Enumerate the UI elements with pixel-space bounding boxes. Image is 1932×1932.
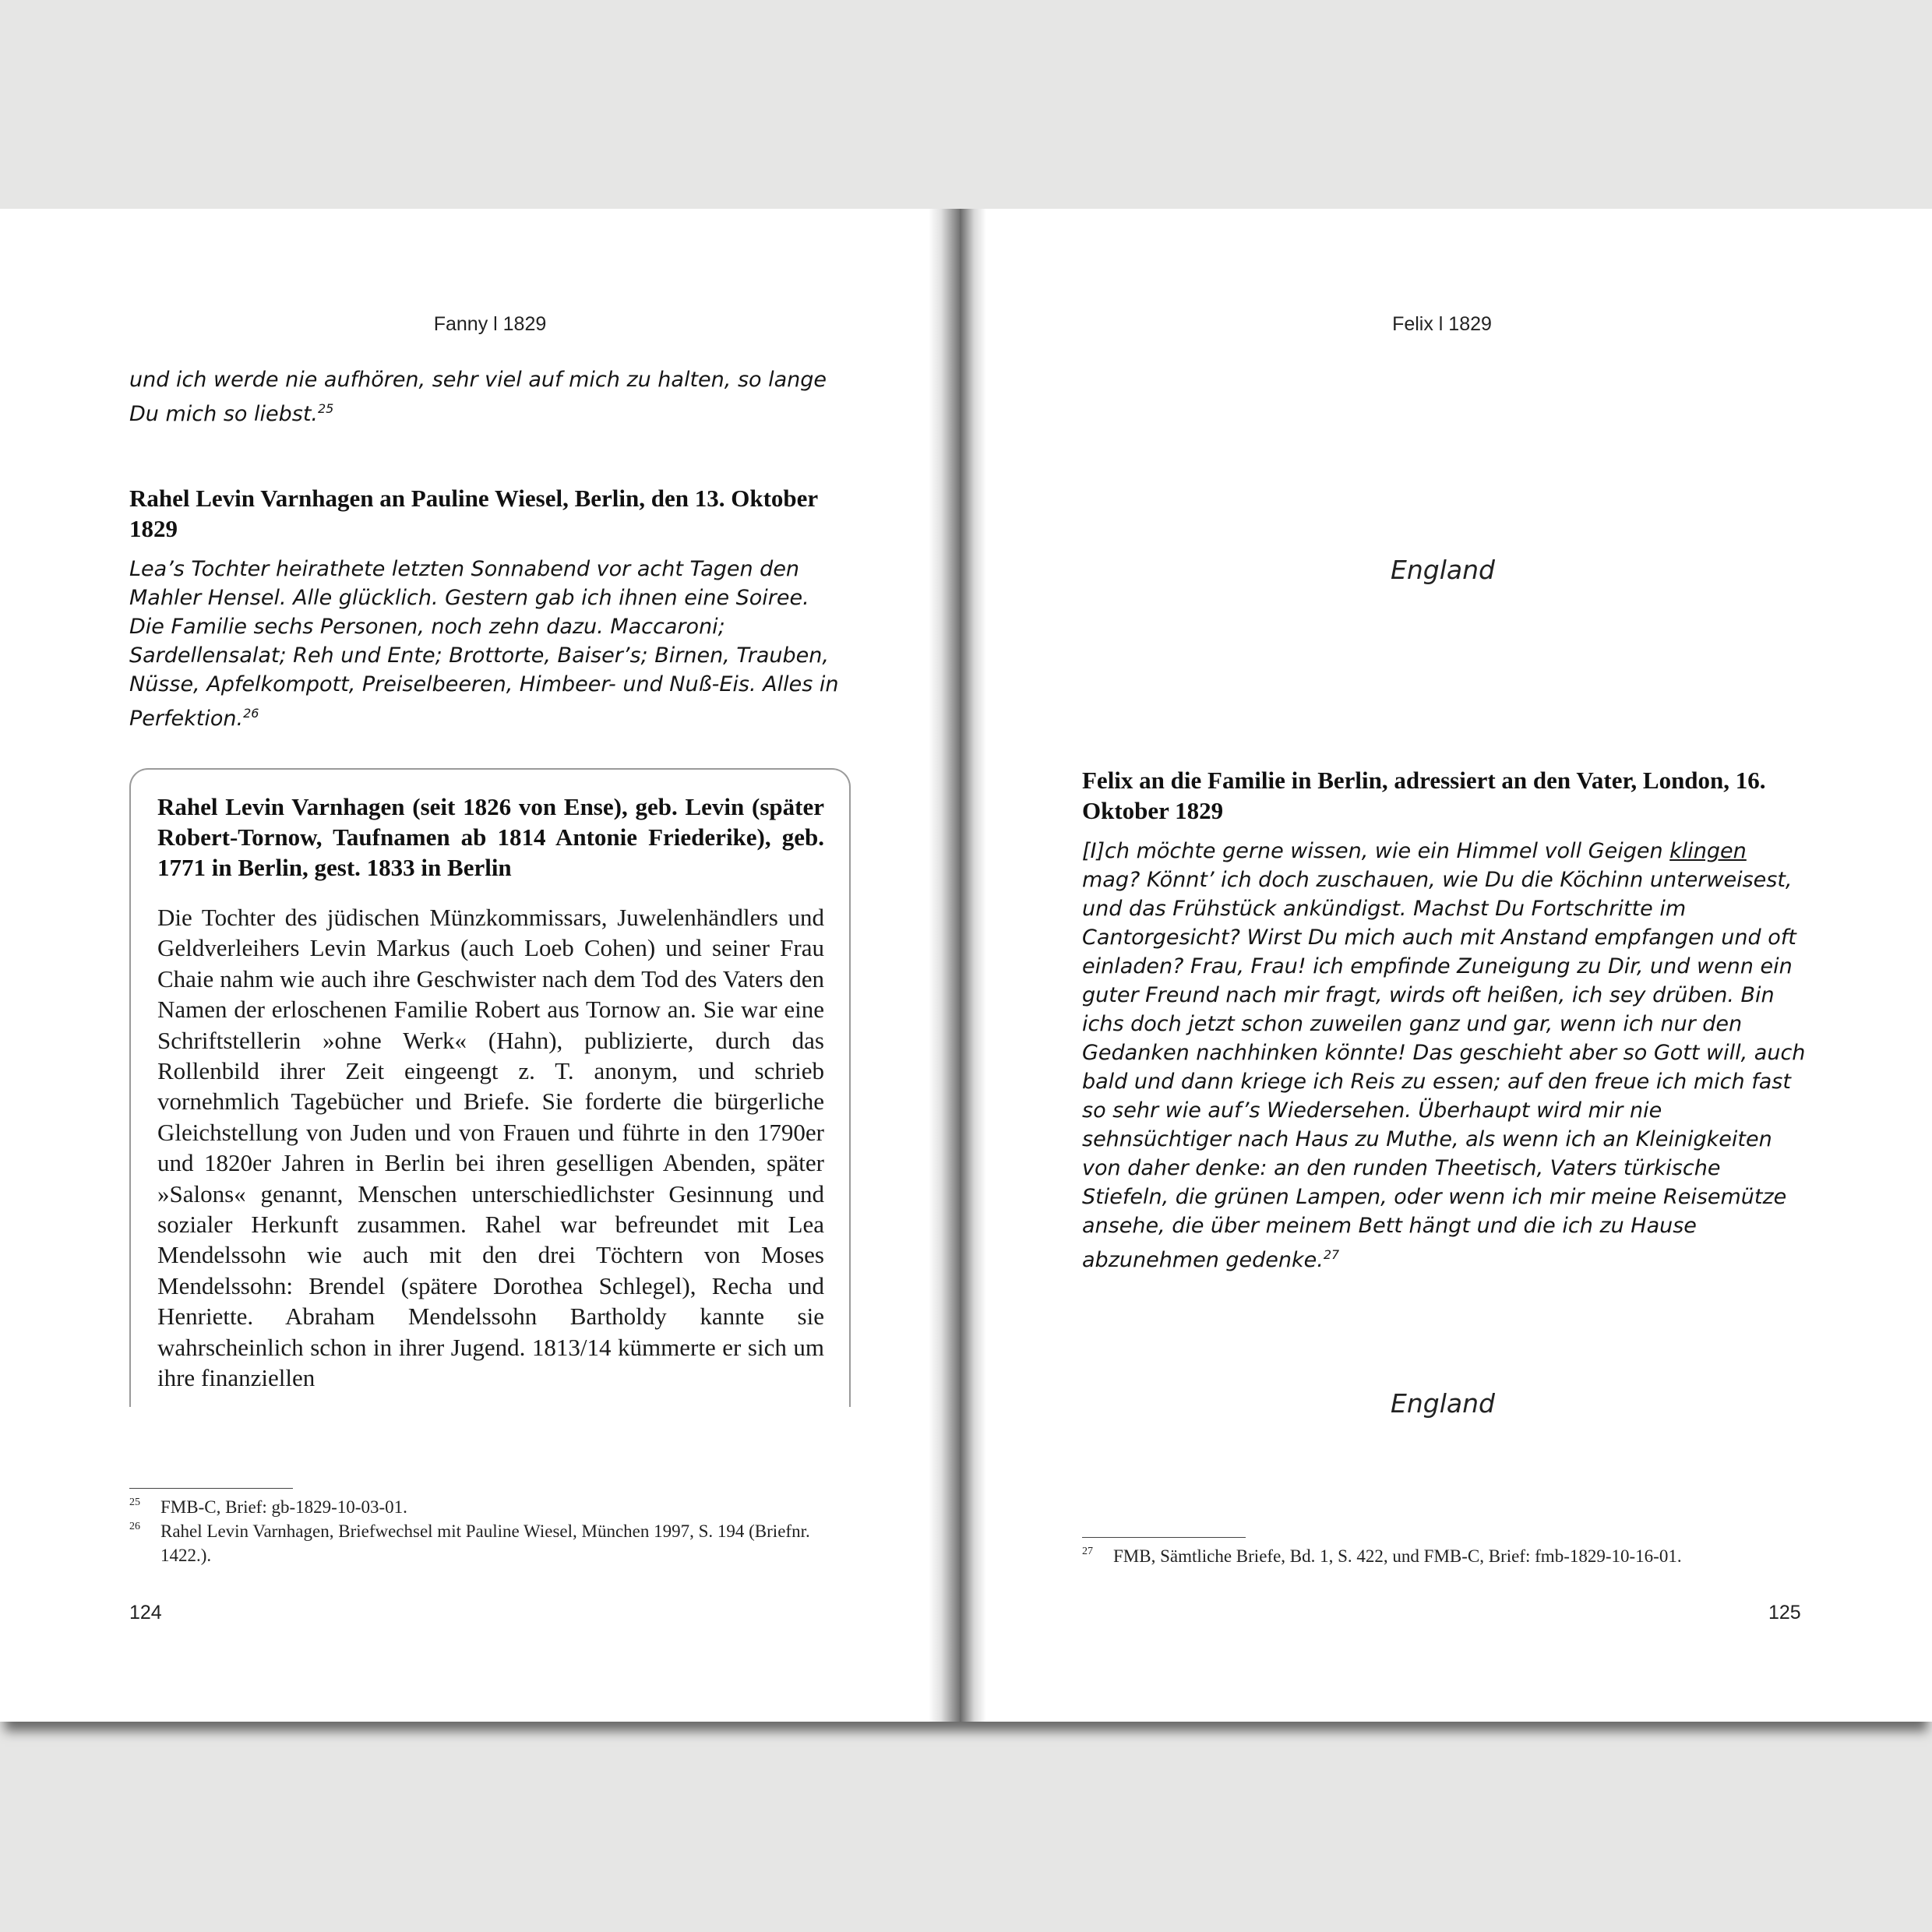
footnote — [129, 1519, 851, 1567]
right-page — [960, 209, 1932, 1722]
section-title: England — [1391, 1388, 1495, 1419]
footnotes — [129, 1495, 851, 1567]
letter-quote-text: mag? Könnt’ ich doch zuschauen, wie Du die Köchinn unterweisest, und das Frühstück ankündigst. Machst Du Fortschritte im Cantorgesicht? Wirst Du mich auch mit Anstand empfangen und oft einladen? Frau, Frau! ich empfinde Zuneigung zu Dir, und wenn ein guter Freund nach mir fragt, wirds oft heißen, ich sey drüben. Bin ichs doch jetzt schon zuweilen ganz und gar, wenn ich nur den Gedanken nachhinken könnte! Das geschieht aber so Gott will, auch bald und dann kriege ich Reis zu essen; auf den freue ich mich fast so sehr wie auf’s Wiedersehen. Überhaupt wird mir nie sehnsüchtiger nach Haus zu Muthe, als wenn ich an Kleinigkeiten von daher denke: an den runden Theetisch, Vaters türkische Stiefeln, die grünen Lampen, oder wenn ich mir meine Reisemütze ansehe, die über meinem Bett hängt und die ich zu Hause abzunehmen gedenke. — [1082, 868, 1806, 1272]
letter-quote-text: Lea’s Tochter heirathete letzten Sonnabend vor acht Tagen den Mahler Hensel. Alle glücklich. Gestern gab ich ihnen eine Soiree. Die Familie sechs Personen, noch zehn dazu. Maccaroni; Sardellensalat; Reh und Ente; Brottorte, Baiser’s; Birnen, Trauben, Nüsse, Apfelkompott, Preiselbeeren, Himbeer- und Nuß-Eis. Alles in Perfektion. — [129, 557, 839, 731]
letter-quote — [1082, 837, 1807, 1274]
book-spread — [0, 209, 1932, 1722]
biography-text: Die Tochter des jüdischen Münzkommissars, Juwelenhändlers und Geldverleihers Levin Markus (auch Loeb Cohen) und seiner Frau Chaie nahm wie auch ihre Geschwister nach dem Tod des Vaters den Namen der erloschenen Familie Robert aus Tornow an. Sie war eine Schriftstellerin »ohne Werk« (Hahn), publizierte, durch das Rollenbild ihrer Zeit eingeengt z. T. anonym, und schrieb vornehmlich Tagebücher und Briefe. Sie forderte die bürgerliche Gleichstellung von Juden und von Frauen und führte in den 1790er und 1820er Jahren in Berlin bei ihren geselligen Abenden, später »Salons« genannt, Menschen unterschiedlichster Gesinnung und sozialer Herkunft zusammen. Rahel war befreundet mit Lea Mendelssohn wie auch mit den drei Töchtern von Moses Mendelssohn: Brendel (spätere Dorothea Schlegel), Recha und Henriette. Abraham Mendelssohn Bartholdy kannte sie wahrscheinlich schon in ihrer Jugend. 1813/14 kümmerte er sich um ihre finanziellen — [157, 904, 824, 1392]
footnote-rule — [129, 1488, 293, 1489]
gutter-shadow — [929, 209, 960, 1722]
intro-quote — [129, 365, 851, 428]
footnote-number: 26 — [129, 1521, 140, 1532]
page-number: 125 — [1768, 1602, 1801, 1624]
underlined-word: klingen — [1669, 839, 1747, 863]
biography-heading: Rahel Levin Varnhagen (seit 1826 von Ense), geb. Levin (später Robert-Tornow, Taufnamen ab 1814 Antonie Friederike), geb. 1771 in Berlin, gest. 1833 in Berlin — [157, 793, 824, 881]
footnote-text: FMB, Sämtliche Briefe, Bd. 1, S. 422, und FMB-C, Brief: fmb-1829-10-16-01. — [1113, 1546, 1682, 1566]
gutter-shadow — [960, 209, 986, 1722]
footnotes — [1082, 1544, 1803, 1568]
footnote-ref: 26 — [243, 706, 259, 721]
letter-heading: Rahel Levin Varnhagen an Pauline Wiesel, Berlin, den 13. Oktober 1829 — [129, 485, 818, 542]
biography-box — [129, 768, 851, 1407]
footnote-text: Rahel Levin Varnhagen, Briefwechsel mit Pauline Wiesel, München 1997, S. 194 (Briefnr. 1422.). — [160, 1521, 810, 1565]
running-head: Felix l 1829 — [1392, 313, 1492, 335]
running-head: Fanny l 1829 — [433, 313, 547, 335]
letter-heading: Felix an die Familie in Berlin, adressiert an den Vater, London, 16. Oktober 1829 — [1082, 767, 1766, 824]
footnote-ref: 25 — [318, 401, 334, 416]
footnote-number: 27 — [1082, 1546, 1093, 1557]
letter-quote-text: [I]ch möchte gerne wissen, wie ein Himmel voll Geigen — [1082, 839, 1670, 863]
footnote-number: 25 — [129, 1497, 140, 1508]
intro-quote-text: und ich werde nie aufhören, sehr viel auf mich zu halten, so lange Du mich so liebst. — [129, 368, 827, 426]
footnote — [129, 1495, 851, 1519]
footnote — [1082, 1544, 1803, 1568]
letter-quote — [129, 555, 851, 733]
footnote-text: FMB-C, Brief: gb-1829-10-03-01. — [160, 1497, 407, 1517]
section-title: England — [1391, 555, 1495, 585]
page-number: 124 — [129, 1602, 162, 1624]
footnote-ref: 27 — [1323, 1247, 1340, 1262]
footnote-rule — [1082, 1537, 1246, 1538]
left-page — [0, 209, 960, 1722]
